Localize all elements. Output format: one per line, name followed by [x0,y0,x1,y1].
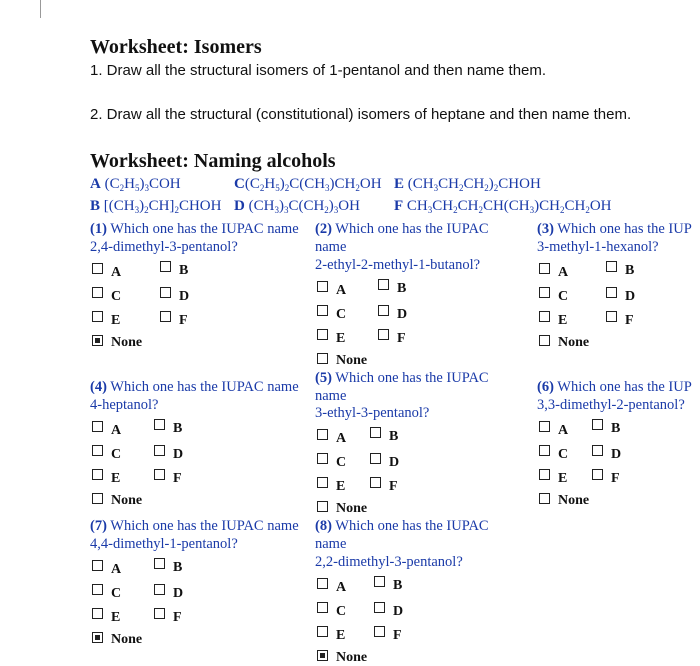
q5-prompt: (5) Which one has the IUPAC [315,370,489,386]
option-label: F [173,610,182,625]
option-label: B [611,421,621,436]
checkbox-icon[interactable] [317,281,328,292]
q7-prompt: (7) Which one has the IUPAC name [90,518,299,534]
q4-option-a[interactable] [92,420,121,436]
checkbox-icon[interactable] [154,419,165,430]
option-label: B [397,281,407,296]
checkbox-icon[interactable] [539,287,550,298]
checkbox-icon[interactable] [317,329,328,340]
q1-option-f[interactable] [160,310,188,326]
checkbox-icon[interactable] [154,558,165,569]
checkbox-icon[interactable] [592,419,603,430]
checkbox-icon[interactable] [92,632,103,643]
q6-option-f[interactable] [592,468,620,484]
option-label: B [179,263,189,278]
q5-option-none[interactable] [317,500,367,516]
option-label: None [336,501,368,516]
option-label: B [173,421,183,436]
q4-option-b[interactable] [154,418,182,434]
checkbox-icon[interactable] [539,421,550,432]
option-label: A [111,423,122,438]
checkbox-icon[interactable] [374,626,385,637]
checkbox-icon[interactable] [154,469,165,480]
q6-name: 3,3-dimethyl-2-pentanol? [537,397,685,413]
checkbox-icon[interactable] [606,311,617,322]
checkbox-icon[interactable] [317,578,328,589]
q8-prompt: (8) Which one has the IUPAC [315,518,489,534]
option-label: B [625,263,635,278]
option-label: F [625,313,634,328]
option-label: A [111,265,122,280]
q3-option-a[interactable] [539,262,568,278]
q4-option-d[interactable] [154,444,183,460]
option-label: D [393,604,404,619]
q7-option-d[interactable] [154,583,183,599]
checkbox-icon[interactable] [92,287,103,298]
checkbox-icon[interactable] [606,261,617,272]
checkbox-icon[interactable] [539,311,550,322]
checkbox-icon[interactable] [317,626,328,637]
option-label: B [173,560,183,575]
checkbox-icon[interactable] [317,602,328,613]
worksheet-naming-title: Worksheet: Naming alcohols [90,150,336,172]
q4-option-none[interactable] [92,492,142,508]
option-label: C [336,455,347,470]
option-label: D [173,447,184,462]
compound-c: $C(C_2H_5)_2C(CH_3)CH_2OH$ [234,176,382,193]
q3-option-b[interactable] [606,260,634,276]
option-label: E [336,479,346,494]
q2-prompt-2: name [315,239,347,255]
q3-option-d[interactable] [606,286,635,302]
q3-option-none[interactable] [539,334,589,350]
checkbox-icon[interactable] [92,560,103,571]
q7-option-c[interactable] [92,583,121,599]
q8-option-e[interactable] [317,625,345,641]
q3-option-e[interactable] [539,310,567,326]
option-label: C [111,586,122,601]
checkbox-icon[interactable] [92,311,103,322]
q1-name: 2,4-dimethyl-3-pentanol? [90,239,238,255]
q2-option-c[interactable] [317,304,346,320]
option-label: E [111,471,121,486]
q7-option-e[interactable] [92,607,120,623]
checkbox-icon[interactable] [374,602,385,613]
q8-option-b[interactable] [374,575,402,591]
checkbox-icon[interactable] [317,650,328,661]
checkbox-icon[interactable] [317,353,328,364]
option-label: A [336,431,347,446]
option-label: None [558,335,590,350]
checkbox-icon[interactable] [317,305,328,316]
option-label: A [558,265,569,280]
checkbox-icon[interactable] [92,263,103,274]
q4-option-f[interactable] [154,468,182,484]
q8-option-none[interactable] [317,649,367,665]
checkbox-icon[interactable] [539,445,550,456]
checkbox-icon[interactable] [539,335,550,346]
compound-d: D $(CH_3)_3C(CH_2)_3OH$ [234,198,360,215]
question-2-text: 2. Draw all the structural (constitutional) isomers of heptane and then name them. [90,106,632,123]
q5-option-d[interactable] [370,452,399,468]
q1-option-c[interactable] [92,286,121,302]
option-label: E [558,313,568,328]
q7-option-a[interactable] [92,559,121,575]
q7-option-f[interactable] [154,607,182,623]
q5-option-f[interactable] [370,476,398,492]
q1-option-b[interactable] [160,260,188,276]
q5-name: 3-ethyl-3-pentanol? [315,405,430,421]
option-label: C [111,289,122,304]
checkbox-icon[interactable] [539,469,550,480]
q6-option-e[interactable] [539,468,567,484]
checkbox-icon[interactable] [154,608,165,619]
checkbox-icon[interactable] [592,445,603,456]
compound-e: E $(CH_3CH_2CH_2)_2CHOH$ [394,176,541,193]
q6-option-a[interactable] [539,420,568,436]
option-label: F [179,313,188,328]
option-label: B [393,578,403,593]
option-label: C [336,307,347,322]
page-edge-line [40,0,41,18]
checkbox-icon[interactable] [92,493,103,504]
q6-option-d[interactable] [592,444,621,460]
option-label: None [111,493,143,508]
option-label: E [336,628,346,643]
option-label: A [336,580,347,595]
q1-option-a[interactable] [92,262,121,278]
q2-name: 2-ethyl-2-methyl-1-butanol? [315,257,481,273]
option-label: D [389,455,400,470]
checkbox-icon[interactable] [154,445,165,456]
q8-name: 2,2-dimethyl-3-pentanol? [315,554,463,570]
q7-option-none[interactable] [92,631,142,647]
q8-option-c[interactable] [317,601,346,617]
option-label: None [336,353,368,368]
checkbox-icon[interactable] [370,477,381,488]
q7-option-b[interactable] [154,557,182,573]
option-label: D [625,289,636,304]
q1-option-none[interactable] [92,334,142,350]
option-label: A [336,283,347,298]
checkbox-icon[interactable] [592,469,603,480]
q4-name: 4-heptanol? [90,397,159,413]
checkbox-icon[interactable] [92,335,103,346]
q3-option-c[interactable] [539,286,568,302]
q4-option-c[interactable] [92,444,121,460]
compound-b: B $[(CH_3)_2CH]_2CHOH$ [90,198,222,215]
checkbox-icon[interactable] [606,287,617,298]
option-label: F [173,471,182,486]
option-label: C [558,447,569,462]
q3-name: 3-methyl-1-hexanol? [537,239,659,255]
option-label: D [179,289,190,304]
q5-option-b[interactable] [370,426,398,442]
compound-f: F $CH_3CH_2CH_2CH(CH_3)CH_2CH_2OH$ [394,198,612,215]
q3-option-f[interactable] [606,310,634,326]
checkbox-icon[interactable] [92,445,103,456]
q8-option-f[interactable] [374,625,402,641]
checkbox-icon[interactable] [160,287,171,298]
option-label: D [611,447,622,462]
option-label: F [389,479,398,494]
compound-a: A $(C_2H_5)_3COH$ [90,176,181,193]
checkbox-icon[interactable] [378,305,389,316]
q6-prompt: (6) Which one has the IUP [537,379,692,395]
checkbox-icon[interactable] [317,453,328,464]
q4-prompt: (4) Which one has the IUPAC name [90,379,299,395]
option-label: C [336,604,347,619]
q1-option-e[interactable] [92,310,120,326]
q1-option-d[interactable] [160,286,189,302]
option-label: None [336,650,368,665]
q5-prompt-2: name [315,388,347,404]
checkbox-icon[interactable] [370,453,381,464]
option-label: D [397,307,408,322]
checkbox-icon[interactable] [378,329,389,340]
q2-option-none[interactable] [317,352,367,368]
q8-prompt-2: name [315,536,347,552]
q6-option-c[interactable] [539,444,568,460]
q5-option-e[interactable] [317,476,345,492]
option-label: C [558,289,569,304]
option-label: C [111,447,122,462]
q4-option-e[interactable] [92,468,120,484]
checkbox-icon[interactable] [92,608,103,619]
checkbox-icon[interactable] [92,469,103,480]
q8-option-d[interactable] [374,601,403,617]
q8-option-a[interactable] [317,577,346,593]
option-label: A [558,423,569,438]
option-label: F [611,471,620,486]
option-label: A [111,562,122,577]
q2-option-f[interactable] [378,328,406,344]
q2-option-d[interactable] [378,304,407,320]
checkbox-icon[interactable] [378,279,389,290]
checkbox-icon[interactable] [317,501,328,512]
option-label: None [558,493,590,508]
option-label: D [173,586,184,601]
q2-option-e[interactable] [317,328,345,344]
option-label: E [558,471,568,486]
checkbox-icon[interactable] [539,493,550,504]
option-label: None [111,632,143,647]
checkbox-icon[interactable] [160,311,171,322]
option-label: F [393,628,402,643]
q5-option-c[interactable] [317,452,346,468]
checkbox-icon[interactable] [317,429,328,440]
checkbox-icon[interactable] [154,584,165,595]
q7-name: 4,4-dimethyl-1-pentanol? [90,536,238,552]
checkbox-icon[interactable] [92,421,103,432]
q5-option-a[interactable] [317,428,346,444]
option-label: None [111,335,143,350]
option-label: F [397,331,406,346]
option-label: B [389,429,399,444]
q6-option-none[interactable] [539,492,589,508]
q2-prompt: (2) Which one has the IUPAC [315,221,489,237]
q2-option-b[interactable] [378,278,406,294]
q1-prompt: (1) Which one has the IUPAC name [90,221,299,237]
q6-option-b[interactable] [592,418,620,434]
checkbox-icon[interactable] [374,576,385,587]
option-label: E [111,610,121,625]
checkbox-icon[interactable] [539,263,550,274]
q2-option-a[interactable] [317,280,346,296]
checkbox-icon[interactable] [160,261,171,272]
worksheet-isomers-title: Worksheet: Isomers [90,36,262,58]
checkbox-icon[interactable] [92,584,103,595]
option-label: E [111,313,121,328]
q3-prompt: (3) Which one has the IUP [537,221,692,237]
option-label: E [336,331,346,346]
question-1-text: 1. Draw all the structural isomers of 1-pentanol and then name them. [90,62,547,79]
checkbox-icon[interactable] [317,477,328,488]
checkbox-icon[interactable] [370,427,381,438]
